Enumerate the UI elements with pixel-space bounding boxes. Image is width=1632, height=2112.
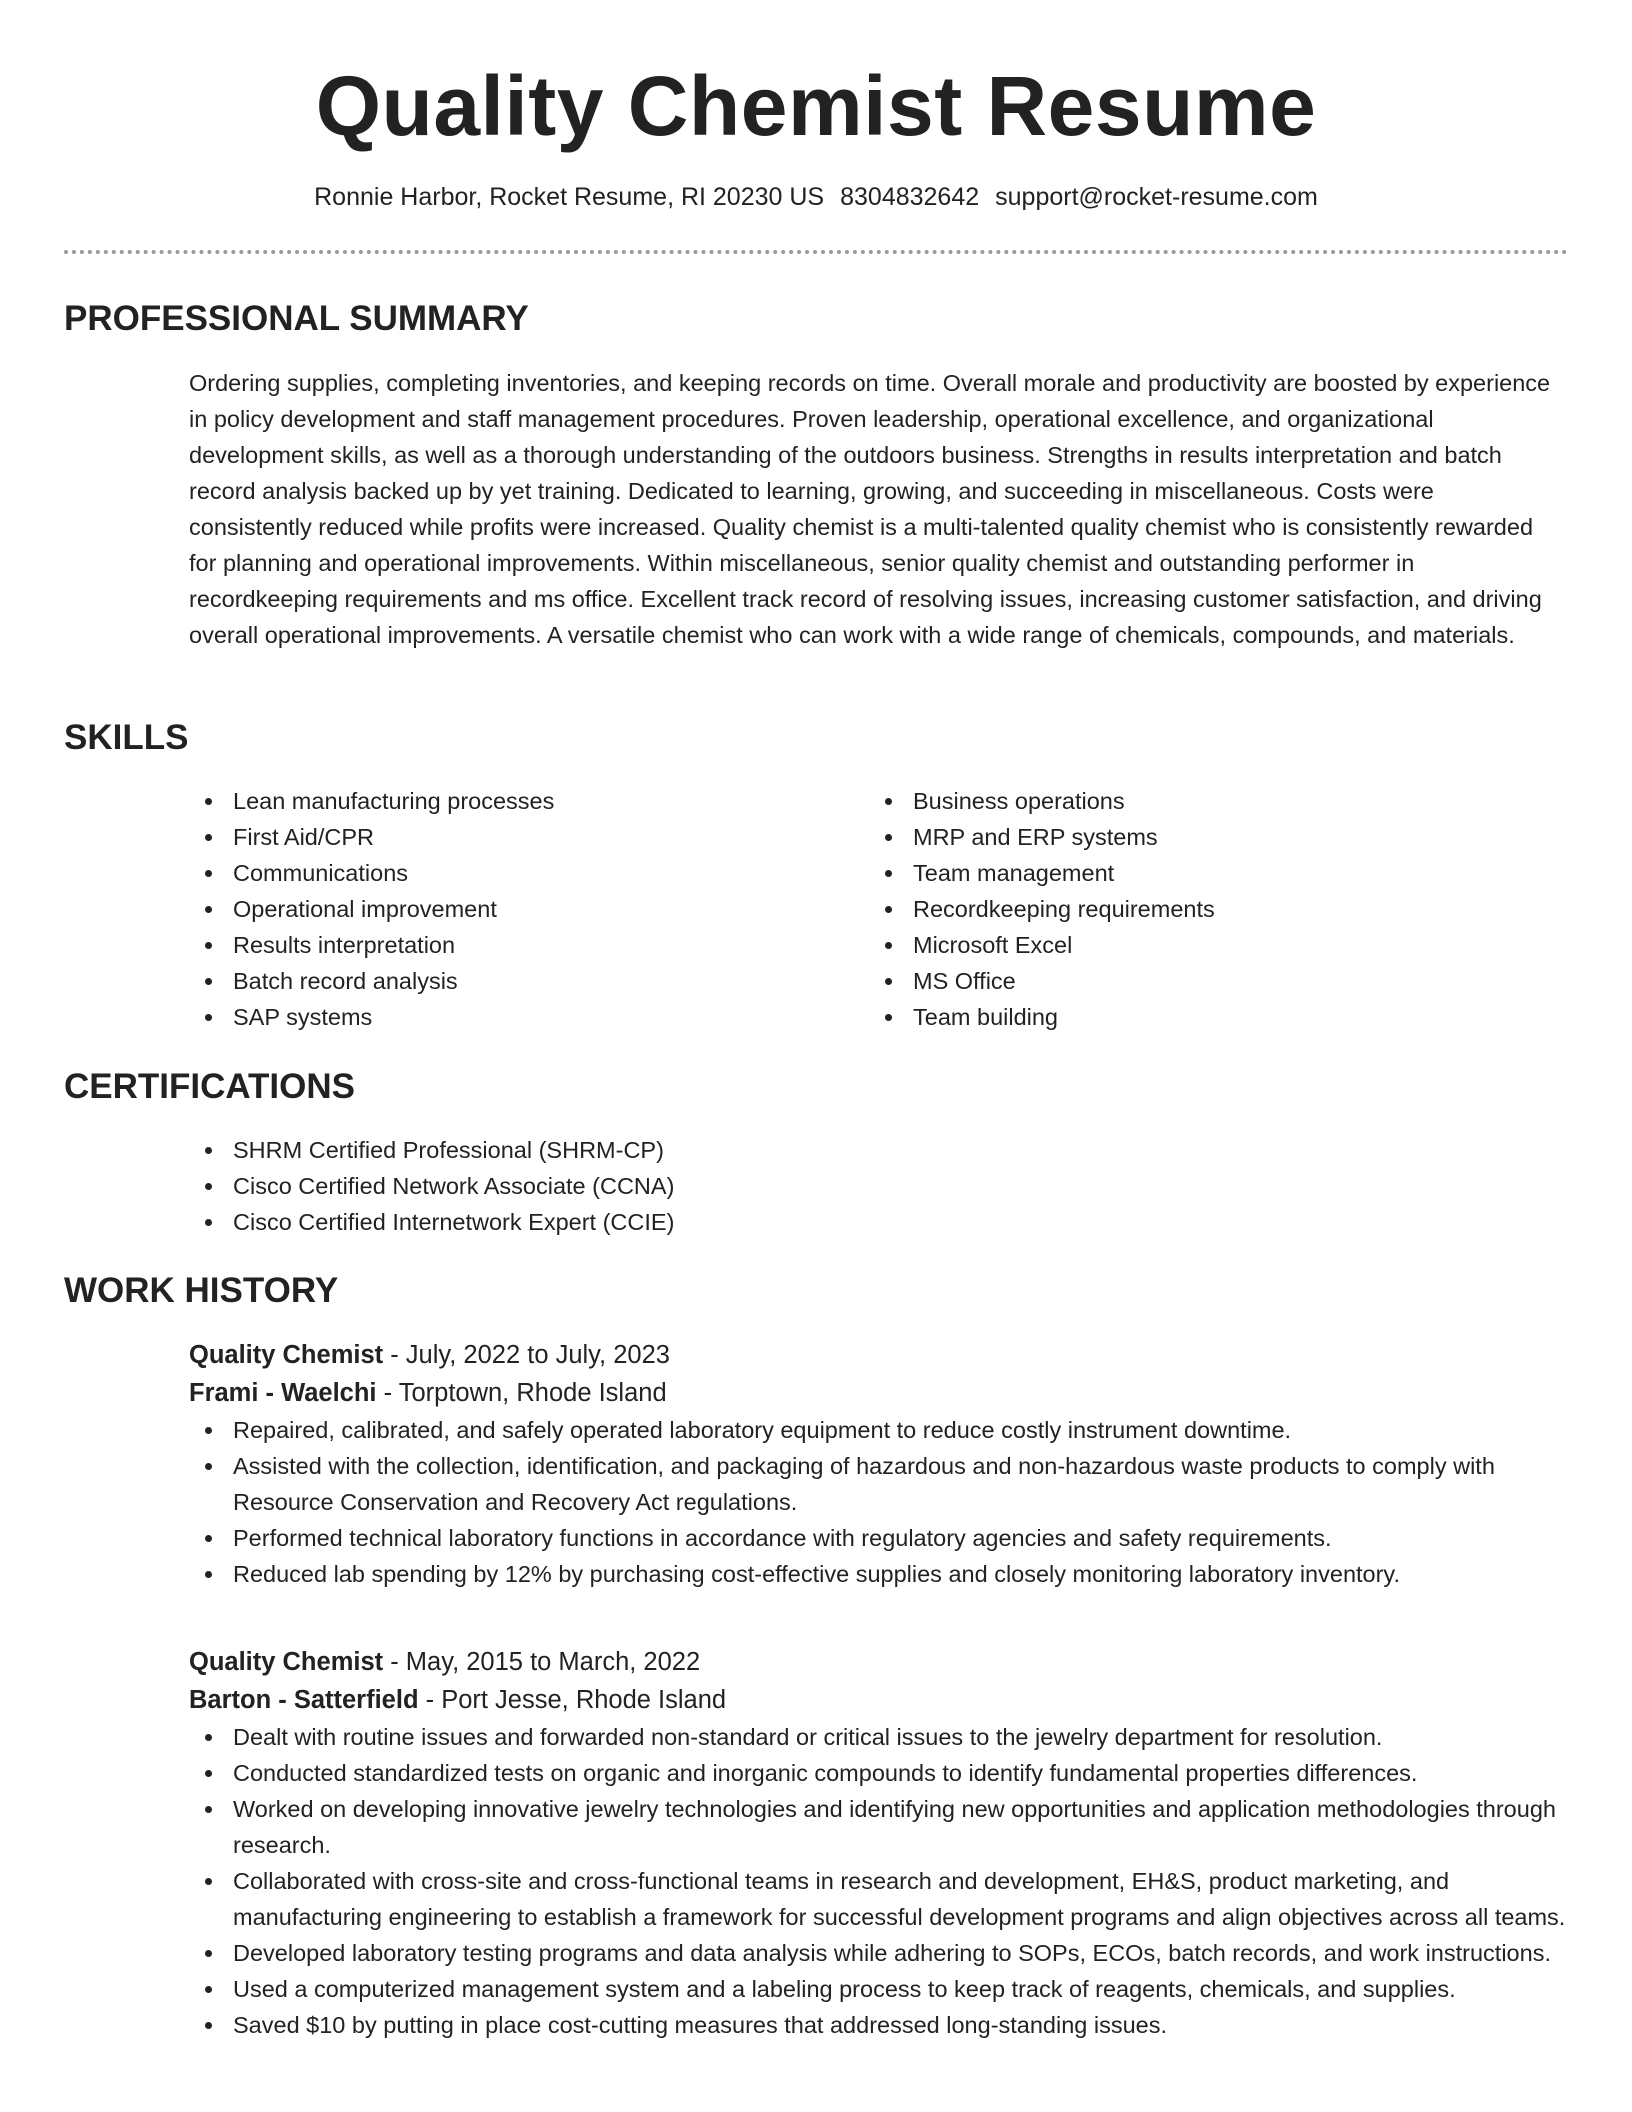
resume-title: Quality Chemist Resume [315, 59, 1317, 153]
job-bullet: Worked on developing innovative jewelry technologies and identifying new opportunities and application methodologies through research. [189, 1791, 1569, 1863]
work-history-heading: WORK HISTORY [64, 1271, 339, 1310]
skill-item: Team building [869, 999, 1509, 1035]
skill-item: Lean manufacturing processes [189, 783, 829, 819]
skill-item: First Aid/CPR [189, 819, 829, 855]
skill-item: Batch record analysis [189, 963, 829, 999]
skills-list-left [189, 783, 829, 1035]
certification-item: SHRM Certified Professional (SHRM-CP) [189, 1132, 1559, 1168]
contact-phone: 8304832642 [840, 183, 980, 211]
job-bullet: Repaired, calibrated, and safely operated laboratory equipment to reduce costly instrument downtime. [189, 1412, 1569, 1448]
job-company: Frami - Waelchi [189, 1379, 377, 1407]
certifications-heading: CERTIFICATIONS [64, 1067, 356, 1106]
job-bullet: Performed technical laboratory functions in accordance with regulatory agencies and safety requirements. [189, 1520, 1569, 1556]
job-company-line [189, 1681, 1569, 1719]
job-bullet: Reduced lab spending by 12% by purchasing cost-effective supplies and closely monitoring laboratory inventory. [189, 1556, 1569, 1592]
contact-line [0, 180, 1632, 214]
skill-item: Communications [189, 855, 829, 891]
certification-item: Cisco Certified Network Associate (CCNA) [189, 1168, 1559, 1204]
job-location: - Port Jesse, Rhode Island [418, 1686, 727, 1714]
job-location: - Torptown, Rhode Island [376, 1379, 667, 1407]
contact-address: Ronnie Harbor, Rocket Resume, RI 20230 US [314, 183, 825, 211]
job-bullet: Dealt with routine issues and forwarded non-standard or critical issues to the jewelry department for resolution. [189, 1719, 1569, 1755]
skills-list-right [869, 783, 1509, 1035]
skill-item: MRP and ERP systems [869, 819, 1509, 855]
skill-item: Recordkeeping requirements [869, 891, 1509, 927]
job-bullet: Assisted with the collection, identification, and packaging of hazardous and non-hazardous waste products to comply with Resource Conservation and Recovery Act regulations. [189, 1448, 1569, 1520]
job-entry [189, 1643, 1569, 2043]
summary-heading: PROFESSIONAL SUMMARY [64, 299, 529, 338]
skill-item: Business operations [869, 783, 1509, 819]
skill-item: Microsoft Excel [869, 927, 1509, 963]
job-entry [189, 1336, 1569, 1592]
header-divider [64, 250, 1568, 254]
job-title: Quality Chemist [189, 1341, 384, 1369]
skill-item: Results interpretation [189, 927, 829, 963]
job-bullet: Collaborated with cross-site and cross-functional teams in research and development, EH&S, product marketing, and manufacturing engineering to establish a framework for successful development programs and align objectives across all teams. [189, 1863, 1569, 1935]
skill-item: Operational improvement [189, 891, 829, 927]
job-title-line [189, 1336, 1569, 1374]
summary-text: Ordering supplies, completing inventories, and keeping records on time. Overall morale and productivity are boosted by experience in policy development and staff management procedures. Proven leadership, operational excellence, and organizational development skills, as well as a thorough understanding of the outdoors business. Strengths in results interpretation and batch record analysis backed up by yet training. Dedicated to learning, growing, and succeeding in miscellaneous. Costs were consistently reduced while profits were increased. Quality chemist is a multi-talented quality chemist who is consistently rewarded for planning and operational improvements. Within miscellaneous, senior quality chemist and outstanding performer in recordkeeping requirements and ms office. Excellent track record of resolving issues, increasing customer satisfaction, and driving overall operational improvements. A versatile chemist who can work with a wide range of chemicals, compounds, and materials. [189, 370, 1551, 648]
job-bullet: Developed laboratory testing programs and data analysis while adhering to SOPs, ECOs, batch records, and work instructions. [189, 1935, 1569, 1971]
skill-item: SAP systems [189, 999, 829, 1035]
job-title: Quality Chemist [189, 1648, 384, 1676]
job-company: Barton - Satterfield [189, 1686, 419, 1714]
skill-item: MS Office [869, 963, 1509, 999]
job-bullet: Conducted standardized tests on organic and inorganic compounds to identify fundamental properties differences. [189, 1755, 1569, 1791]
job-bullets [189, 1719, 1569, 2043]
job-dates: - July, 2022 to July, 2023 [383, 1341, 670, 1369]
certifications-list [189, 1132, 1559, 1240]
contact-email: support@rocket-resume.com [995, 183, 1318, 211]
job-bullets [189, 1412, 1569, 1592]
job-bullet: Used a computerized management system and a labeling process to keep track of reagents, chemicals, and supplies. [189, 1971, 1569, 2007]
certification-item: Cisco Certified Internetwork Expert (CCIE) [189, 1204, 1559, 1240]
skill-item: Team management [869, 855, 1509, 891]
job-dates: - May, 2015 to March, 2022 [383, 1648, 701, 1676]
skills-heading: SKILLS [64, 718, 189, 757]
job-title-line [189, 1643, 1569, 1681]
job-bullet: Saved $10 by putting in place cost-cutting measures that addressed long-standing issues. [189, 2007, 1569, 2043]
job-company-line [189, 1374, 1569, 1412]
